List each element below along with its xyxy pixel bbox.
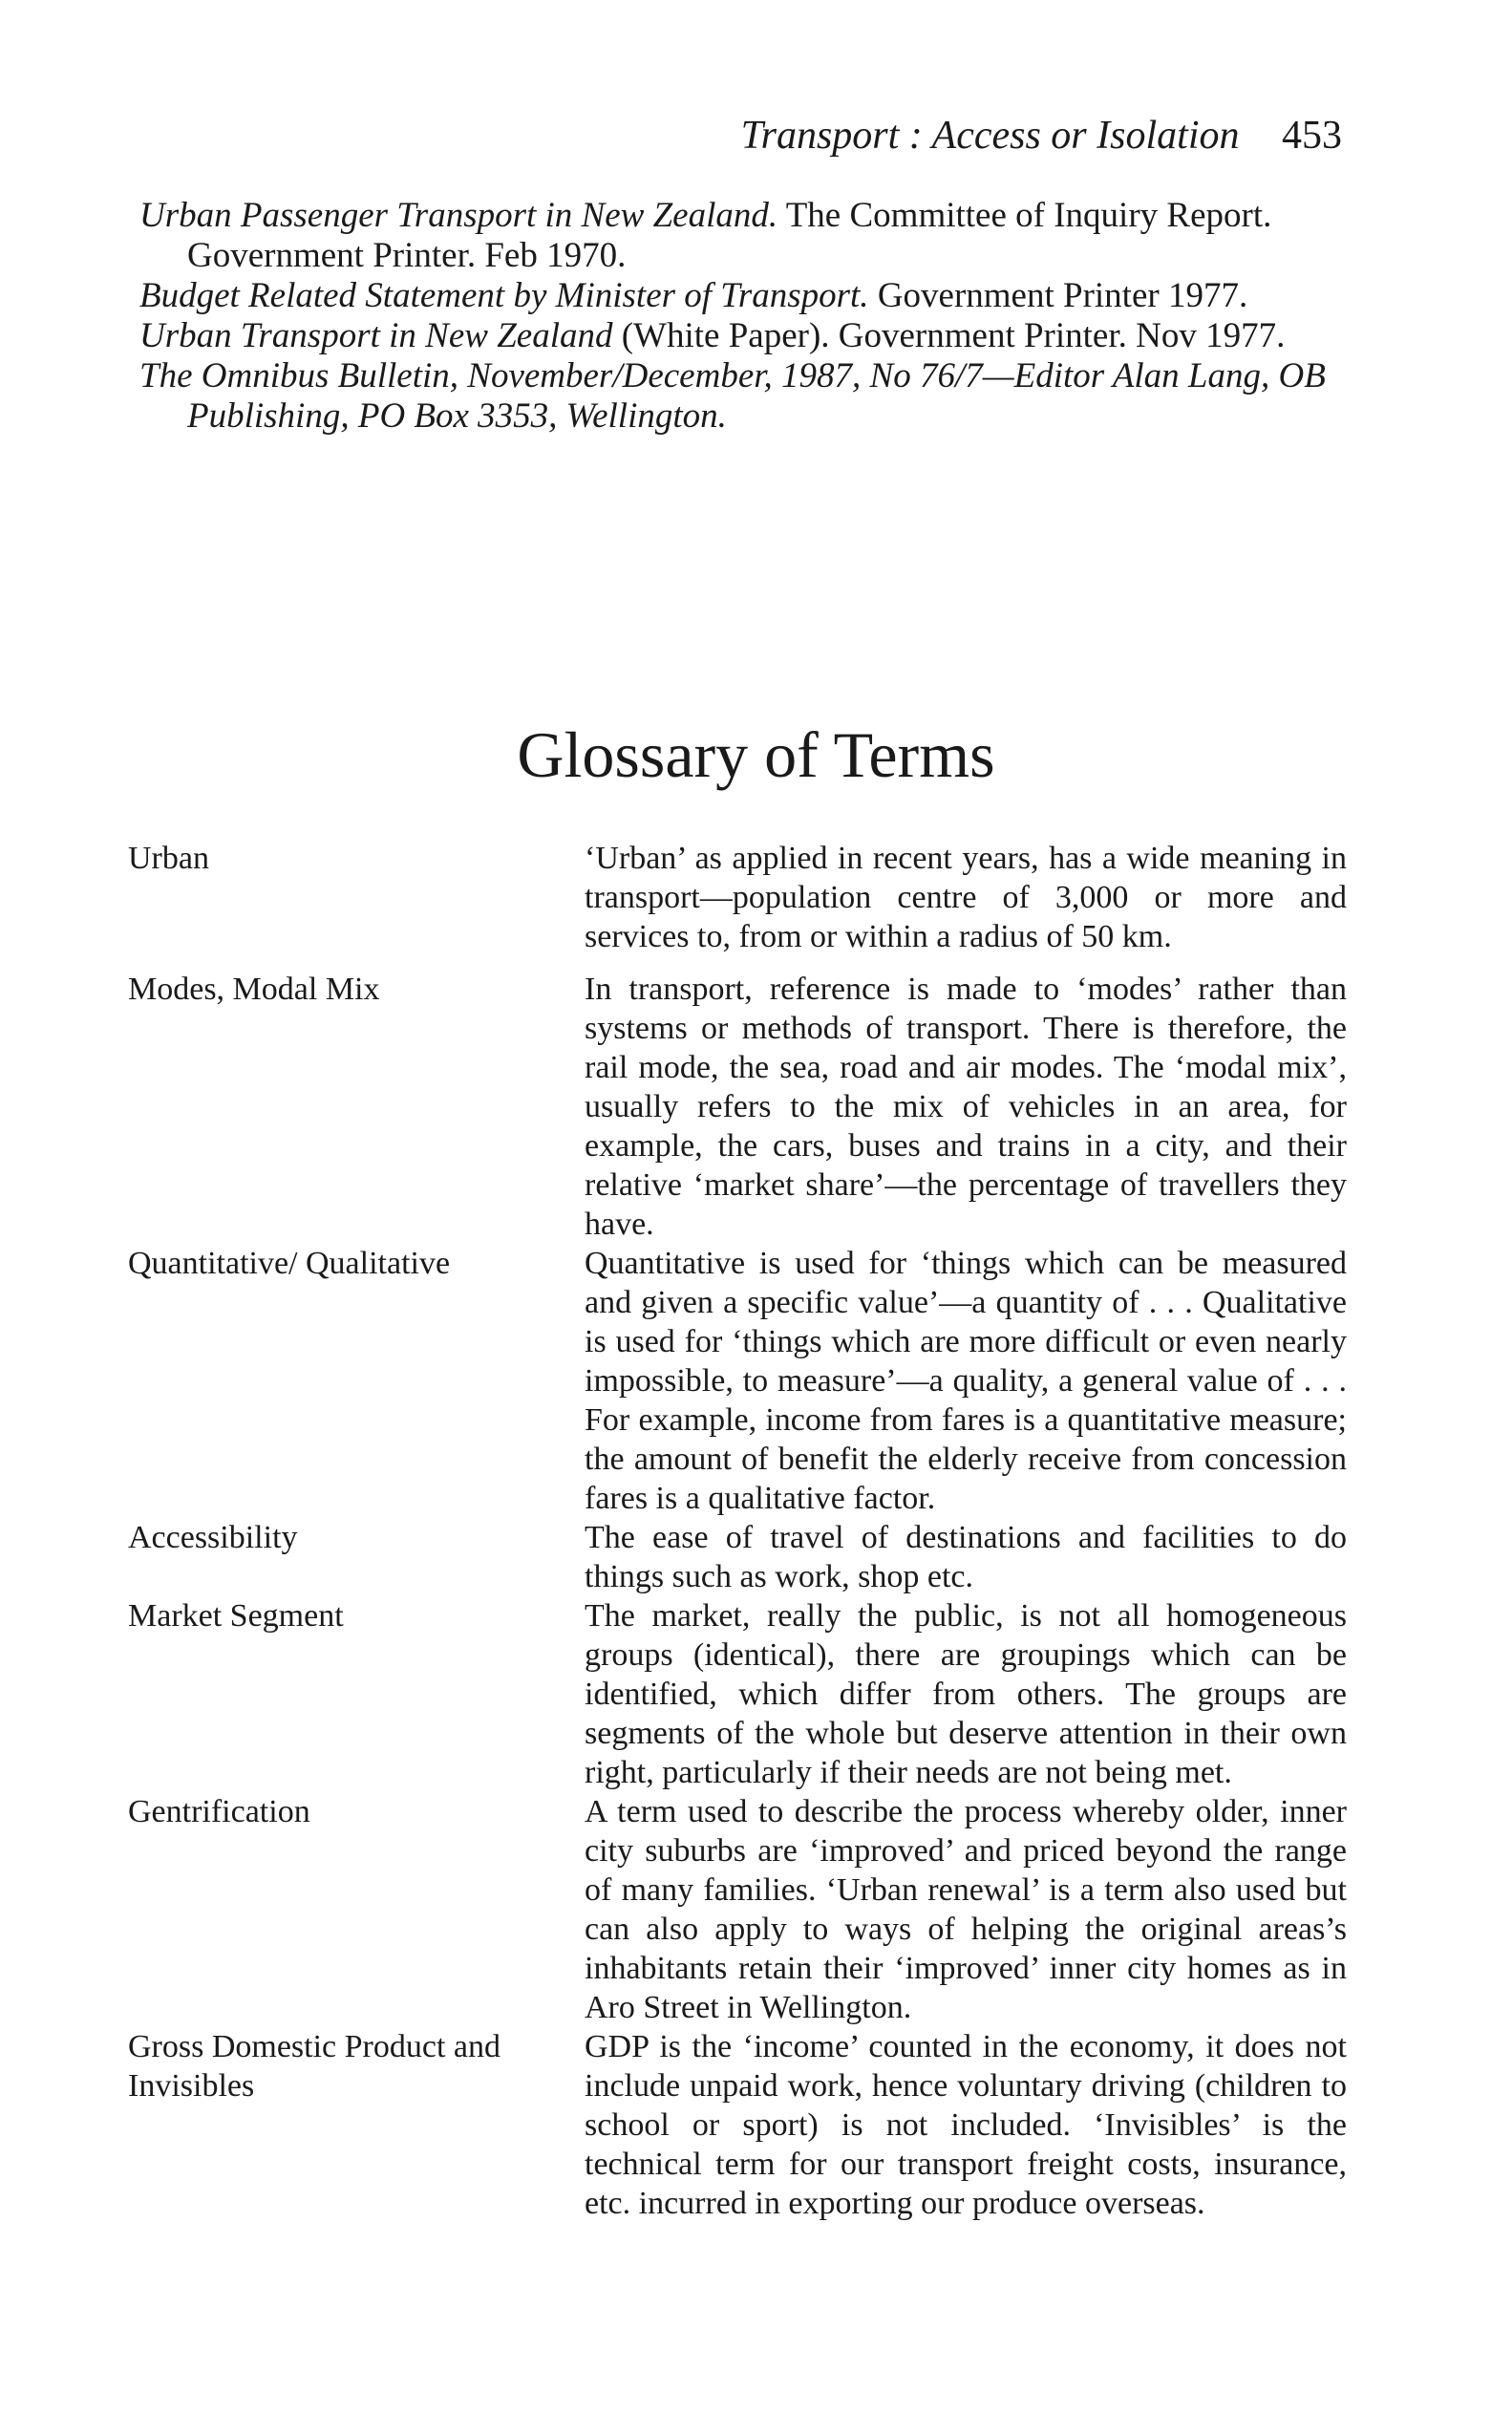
reference-title: The Omnibus Bulletin, November/December, 1987, No 76/7—Editor Alan Lang, OB Publishing, PO Box 3353, Wellington. — [139, 356, 1326, 436]
glossary-term: Gentrification — [128, 1794, 310, 1829]
glossary-term: Accessibility — [128, 1520, 298, 1555]
glossary-entry — [128, 1792, 1351, 2027]
running-head-title: Transport : Access or Isolation — [740, 114, 1240, 158]
glossary-definition: The ease of travel of destinations and facilities to do things such as work, shop etc. — [585, 1520, 1347, 1594]
reference-details: (White Paper). Government Printer. Nov 1977. — [612, 316, 1286, 355]
reference-item — [139, 316, 1347, 356]
glossary-definition: Quantitative is used for ‘things which can be measured and given a specific value’—a quantity of . . . Qualitative is used for ‘things which are more difficult or even nearly impossible, to measure’—a quality, a general value of . . . For example, income from fares is a quantitative measure; the amount of benefit the elderly receive from concession fares is a qualitative factor. — [585, 1246, 1347, 1516]
glossary-entry — [128, 839, 1351, 956]
reference-title: Budget Related Statement by Minister of Transport. — [139, 276, 869, 315]
glossary-entry — [128, 1518, 1351, 1596]
reference-item — [139, 356, 1347, 437]
glossary-term: Gross Domestic Product and Invisibles — [128, 2029, 501, 2104]
glossary-term: Quantitative/ Qualitative — [128, 1246, 451, 1281]
glossary-title: Glossary of Terms — [517, 718, 995, 791]
glossary-list — [128, 839, 1351, 2223]
glossary-definition: In transport, reference is made to ‘modes’ rather than systems or methods of transport. There is therefore, the rail mode, the sea, road and air modes. The ‘modal mix’, usually refers to the mix of vehicles in an area, for example, the cars, buses and trains in a city, and their relative ‘market share’—the percentage of travellers they have. — [585, 972, 1347, 1242]
reference-title: Urban Transport in New Zealand — [139, 316, 613, 355]
glossary-term: Modes, Modal Mix — [128, 972, 380, 1007]
glossary-definition: A term used to describe the process whereby older, inner city suburbs are ‘improved’ and priced beyond the range of many families. ‘Urban renewal’ is a term also used but can also apply to ways of helping the original areas’s inhabitants retain their ‘improved’ inner city homes as in Aro Street in Wellington. — [585, 1794, 1347, 2025]
glossary-definition: The market, really the public, is not all homogeneous groups (identical), there are groupings which can be identified, which differ from others. The groups are segments of the whole but deserve attention in their own right, particularly if their needs are not being met. — [585, 1598, 1347, 1790]
glossary-entry — [128, 2027, 1351, 2223]
reference-item — [139, 276, 1347, 316]
reference-title: Urban Passenger Transport in New Zealand. — [139, 196, 778, 235]
glossary-definition: ‘Urban’ as applied in recent years, has a wide meaning in transport—population centre of 3,000 or more and services to, from or within a radius of 50 km. — [585, 841, 1347, 954]
glossary-entry — [128, 1244, 1351, 1518]
page-number: 453 — [1282, 114, 1342, 158]
glossary-term: Market Segment — [128, 1598, 344, 1634]
glossary-term: Urban — [128, 841, 209, 876]
glossary-entry — [128, 1596, 1351, 1792]
glossary-definition: GDP is the ‘income’ counted in the economy, it does not include unpaid work, hence voluntary driving (children to school or sport) is not included. ‘Invisibles’ is the technical term for our transport freight costs, insurance, etc. incurred in exporting our produce overseas. — [585, 2029, 1347, 2221]
reference-details: Government Printer 1977. — [868, 276, 1248, 315]
reference-list — [139, 196, 1347, 437]
reference-details: The Committee of Inquiry Report. Government Printer. Feb 1970. — [187, 196, 1272, 275]
reference-item — [139, 196, 1347, 276]
glossary-entry — [128, 970, 1351, 1244]
running-head — [741, 113, 1342, 159]
